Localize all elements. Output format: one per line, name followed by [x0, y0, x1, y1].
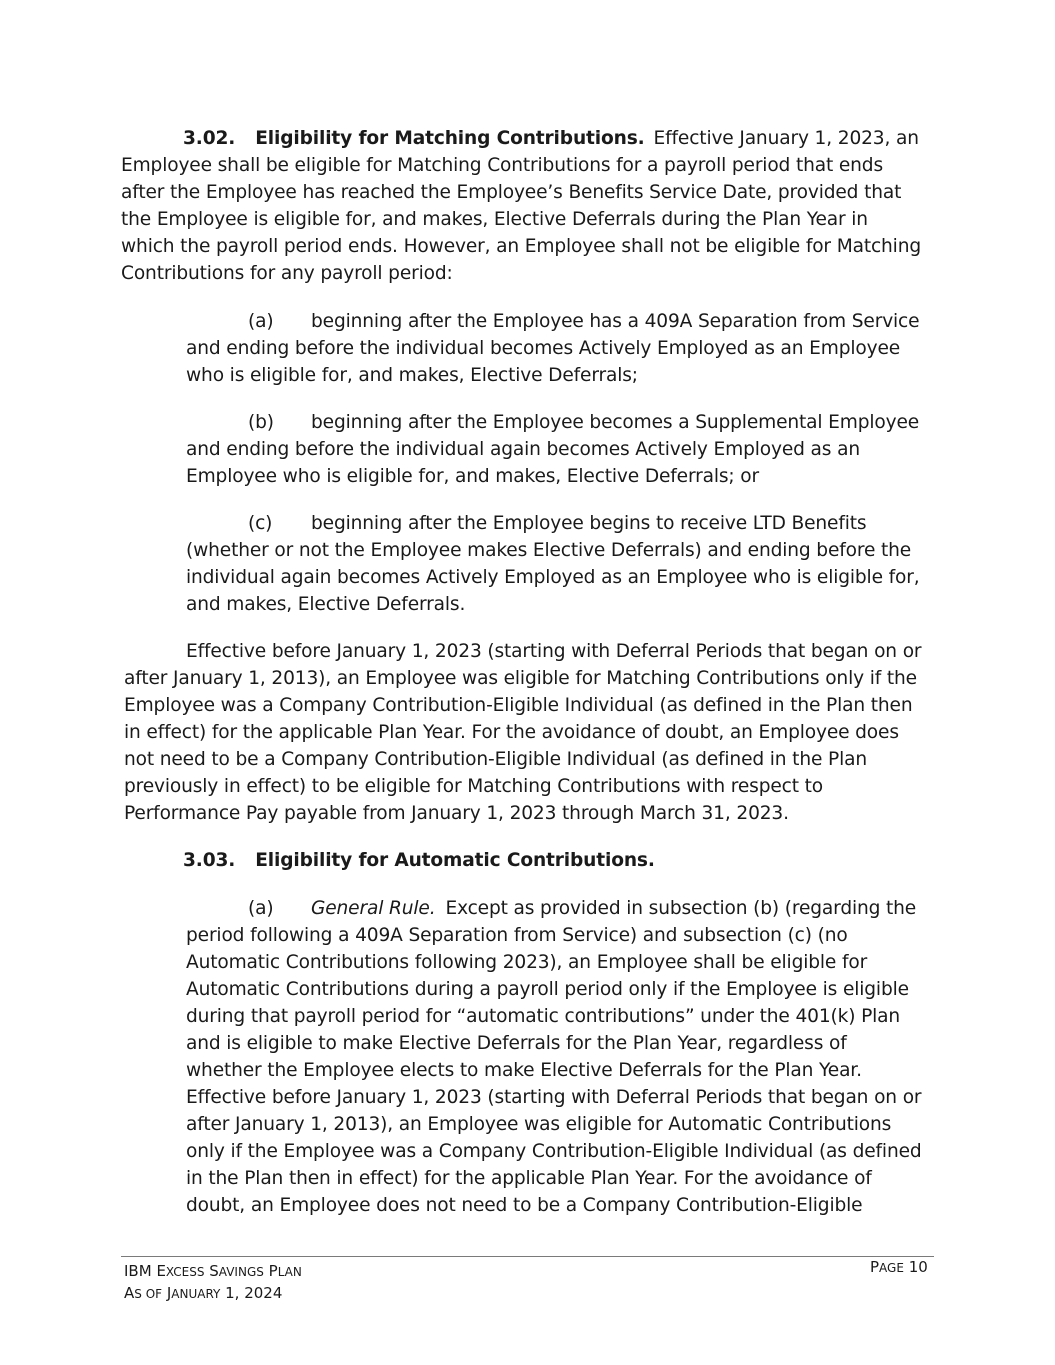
subsection-b-text: beginning after the Employee becomes a Supplemental Employee: [311, 412, 920, 433]
section-title: Eligibility for Automatic Contributions.: [255, 850, 655, 871]
section-title: Eligibility for Matching Contributions.: [255, 128, 645, 149]
paragraph-line: (whether or not the Employee makes Elective Deferrals) and ending before the: [186, 540, 912, 561]
subsection-a-first-line: [311, 895, 916, 922]
paragraph-line: Effective before January 1, 2023 (starting with Deferral Periods that began on or: [186, 1087, 922, 1108]
section-3-02-first-line: [183, 125, 919, 152]
subsection-a-text: beginning after the Employee has a 409A Separation from Service: [311, 311, 920, 332]
paragraph-line: after January 1, 2013), an Employee was eligible for Automatic Contributions: [186, 1114, 892, 1135]
paragraph-line: after January 1, 2013), an Employee was eligible for Matching Contributions only if the: [124, 668, 917, 689]
paragraph-line: which the payroll period ends. However, an Employee shall not be eligible for Matching: [121, 236, 921, 257]
paragraph-line: and ending before the individual again becomes Actively Employed as an: [186, 439, 860, 460]
paragraph-line: after the Employee has reached the Employee’s Benefits Service Date, provided that: [121, 182, 902, 203]
subsection-heading: General Rule.: [311, 898, 436, 919]
paragraph-line: doubt, an Employee does not need to be a Company Contribution-Eligible: [186, 1195, 863, 1216]
footer-word: AS OF: [124, 1284, 163, 1302]
paragraph-line: only if the Employee was a Company Contribution-Eligible Individual (as defined: [186, 1141, 922, 1162]
section-3-03-heading: [183, 847, 655, 874]
subsection-c-label: (c): [248, 513, 273, 534]
paragraph-line: Employee was a Company Contribution-Eligible Individual (as defined in the Plan then: [124, 695, 913, 716]
footer-plan-name: [124, 1260, 302, 1283]
paragraph-line: whether the Employee elects to make Elective Deferrals for the Plan Year.: [186, 1060, 862, 1081]
paragraph-line: in the Plan then in effect) for the applicable Plan Year. For the avoidance of: [186, 1168, 872, 1189]
paragraph-line: and is eligible to make Elective Deferrals for the Plan Year, regardless of: [186, 1033, 847, 1054]
footer-word: IBM: [124, 1262, 152, 1280]
paragraph-line: in effect) for the applicable Plan Year. For the avoidance of doubt, an Employee does: [124, 722, 899, 743]
paragraph-line: Employee shall be eligible for Matching Contributions for a payroll period that ends: [121, 155, 884, 176]
subsection-b-label: (b): [248, 412, 274, 433]
subsection-text: Except as provided in subsection (b) (regarding the: [445, 898, 917, 919]
subsection-a-label: (a): [248, 311, 274, 332]
paragraph-line: Employee who is eligible for, and makes, Elective Deferrals; or: [186, 466, 760, 487]
paragraph-line: not need to be a Company Contribution-Eligible Individual (as defined in the Plan: [124, 749, 867, 770]
footer-word: 1, 2024: [225, 1284, 283, 1302]
footer-word: JANUARY: [166, 1284, 221, 1302]
section-number: 3.02.: [183, 128, 236, 149]
paragraph-line: previously in effect) to be eligible for Matching Contributions with respect to: [124, 776, 823, 797]
paragraph-line: individual again becomes Actively Employed as an Employee who is eligible for,: [186, 567, 920, 588]
footer-word: SAVINGS: [209, 1262, 264, 1280]
subsection-a-label: (a): [248, 898, 274, 919]
paragraph-line: Automatic Contributions during a payroll period only if the Employee is eligible: [186, 979, 909, 1000]
footer-divider: [121, 1256, 934, 1257]
footer-page-number: PAGE 10: [870, 1258, 928, 1276]
paragraph-line: period following a 409A Separation from Service) and subsection (c) (no: [186, 925, 848, 946]
paragraph-line: and makes, Elective Deferrals.: [186, 594, 466, 615]
paragraph-line: and ending before the individual becomes Actively Employed as an Employee: [186, 338, 901, 359]
paragraph-line: Effective before January 1, 2023 (starting with Deferral Periods that began on or: [186, 641, 922, 662]
paragraph-line: who is eligible for, and makes, Elective Deferrals;: [186, 365, 638, 386]
footer-word: EXCESS: [156, 1262, 205, 1280]
section-number: 3.03.: [183, 850, 236, 871]
paragraph-line: Contributions for any payroll period:: [121, 263, 453, 284]
paragraph-line: the Employee is eligible for, and makes, Elective Deferrals during the Plan Year in: [121, 209, 868, 230]
section-text: Effective January 1, 2023, an: [653, 128, 919, 149]
footer-word: PLAN: [268, 1262, 302, 1280]
subsection-c-text: beginning after the Employee begins to receive LTD Benefits: [311, 513, 867, 534]
paragraph-line: during that payroll period for “automatic contributions” under the 401(k) Plan: [186, 1006, 901, 1027]
paragraph-line: Performance Pay payable from January 1, 2023 through March 31, 2023.: [124, 803, 789, 824]
footer-date: [124, 1282, 282, 1305]
paragraph-line: Automatic Contributions following 2023), an Employee shall be eligible for: [186, 952, 868, 973]
